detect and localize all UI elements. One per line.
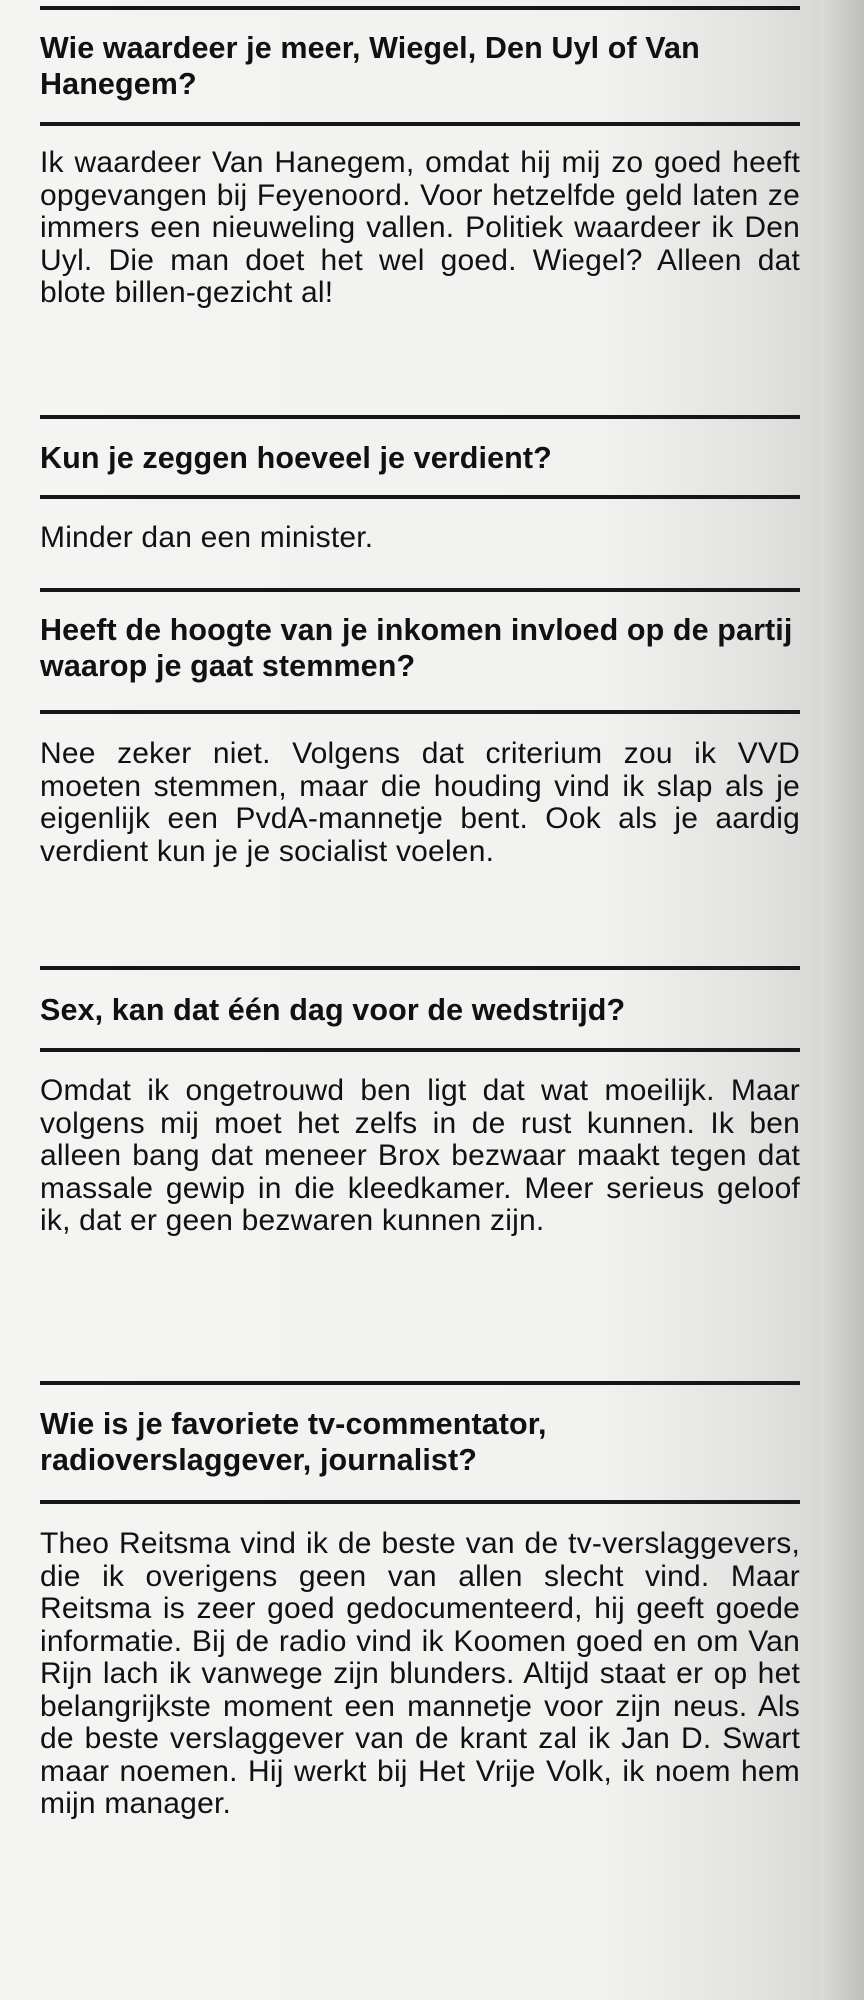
divider-rule: [40, 966, 800, 970]
divider-rule: [40, 6, 800, 10]
divider-rule: [40, 415, 800, 419]
answer-5: Theo Reitsma vind ik de beste van de tv-verslaggevers, die ik overigens geen van allen slecht vind. Maar Reitsma is zeer goed gedocumenteerd, hij geeft goede informatie. Bij de radio vind ik Koomen goed en om Van Rijn lach ik vanwege zijn blunders. Altijd staat er op het belangrijkste moment een mannetje voor zijn neus. Als de beste verslaggever van de krant zal ik Jan D. Swart maar noemen. Hij werkt bij Het Vrije Volk, ik noem hem mijn manager.: [40, 1527, 800, 1820]
divider-rule: [40, 588, 800, 592]
question-1: Wie waardeer je meer, Wiegel, Den Uyl of Van Hanegem?: [40, 31, 700, 101]
answer-block: [40, 1528, 800, 1948]
divider-rule: [40, 122, 800, 126]
question-block: [40, 30, 800, 114]
question-block: [40, 440, 800, 484]
question-3: Heeft de hoogte van je inkomen invloed op de partij waarop je gaat stemmen?: [40, 613, 793, 683]
question-block: [40, 612, 800, 696]
answer-block: [40, 1075, 800, 1350]
page-edge-shadow: [820, 0, 864, 2000]
divider-rule: [40, 710, 800, 714]
question-4: Sex, kan dat één dag voor de wedstrijd?: [40, 993, 626, 1027]
question-block: [40, 992, 800, 1036]
answer-block: [40, 147, 800, 397]
answer-block: [40, 738, 800, 938]
divider-rule: [40, 1048, 800, 1052]
question-2: Kun je zeggen hoeveel je verdient?: [40, 441, 552, 475]
answer-4: Omdat ik ongetrouwd ben ligt dat wat moeilijk. Maar volgens mij moet het zelfs in de rust kunnen. Ik ben alleen bang dat meneer Brox bezwaar maakt tegen dat massale gewip in die kleedkamer. Meer serieus geloof ik, dat er geen bezwaren kunnen zijn.: [40, 1074, 800, 1237]
divider-rule: [40, 1381, 800, 1385]
divider-rule: [40, 1500, 800, 1504]
answer-2: Minder dan een minister.: [40, 521, 374, 554]
answer-block: [40, 522, 800, 566]
question-block: [40, 1406, 800, 1490]
answer-3: Nee zeker niet. Volgens dat criterium zou ik VVD moeten stemmen, maar die houding vind ik slap als je eigenlijk een PvdA-mannetje bent. Ook als je aardig verdient kun je je socialist voelen.: [40, 737, 800, 868]
question-5: Wie is je favoriete tv-commentator, radioverslaggever, journalist?: [40, 1407, 547, 1477]
answer-1: Ik waardeer Van Hanegem, omdat hij mij zo goed heeft opgevangen bij Feyenoord. Voor hetzelfde geld laten ze immers een nieuweling vallen. Politiek waardeer ik Den Uyl. Die man doet het wel goed. Wiegel? Alleen dat blote billen-gezicht al!: [40, 146, 800, 309]
divider-rule: [40, 495, 800, 499]
